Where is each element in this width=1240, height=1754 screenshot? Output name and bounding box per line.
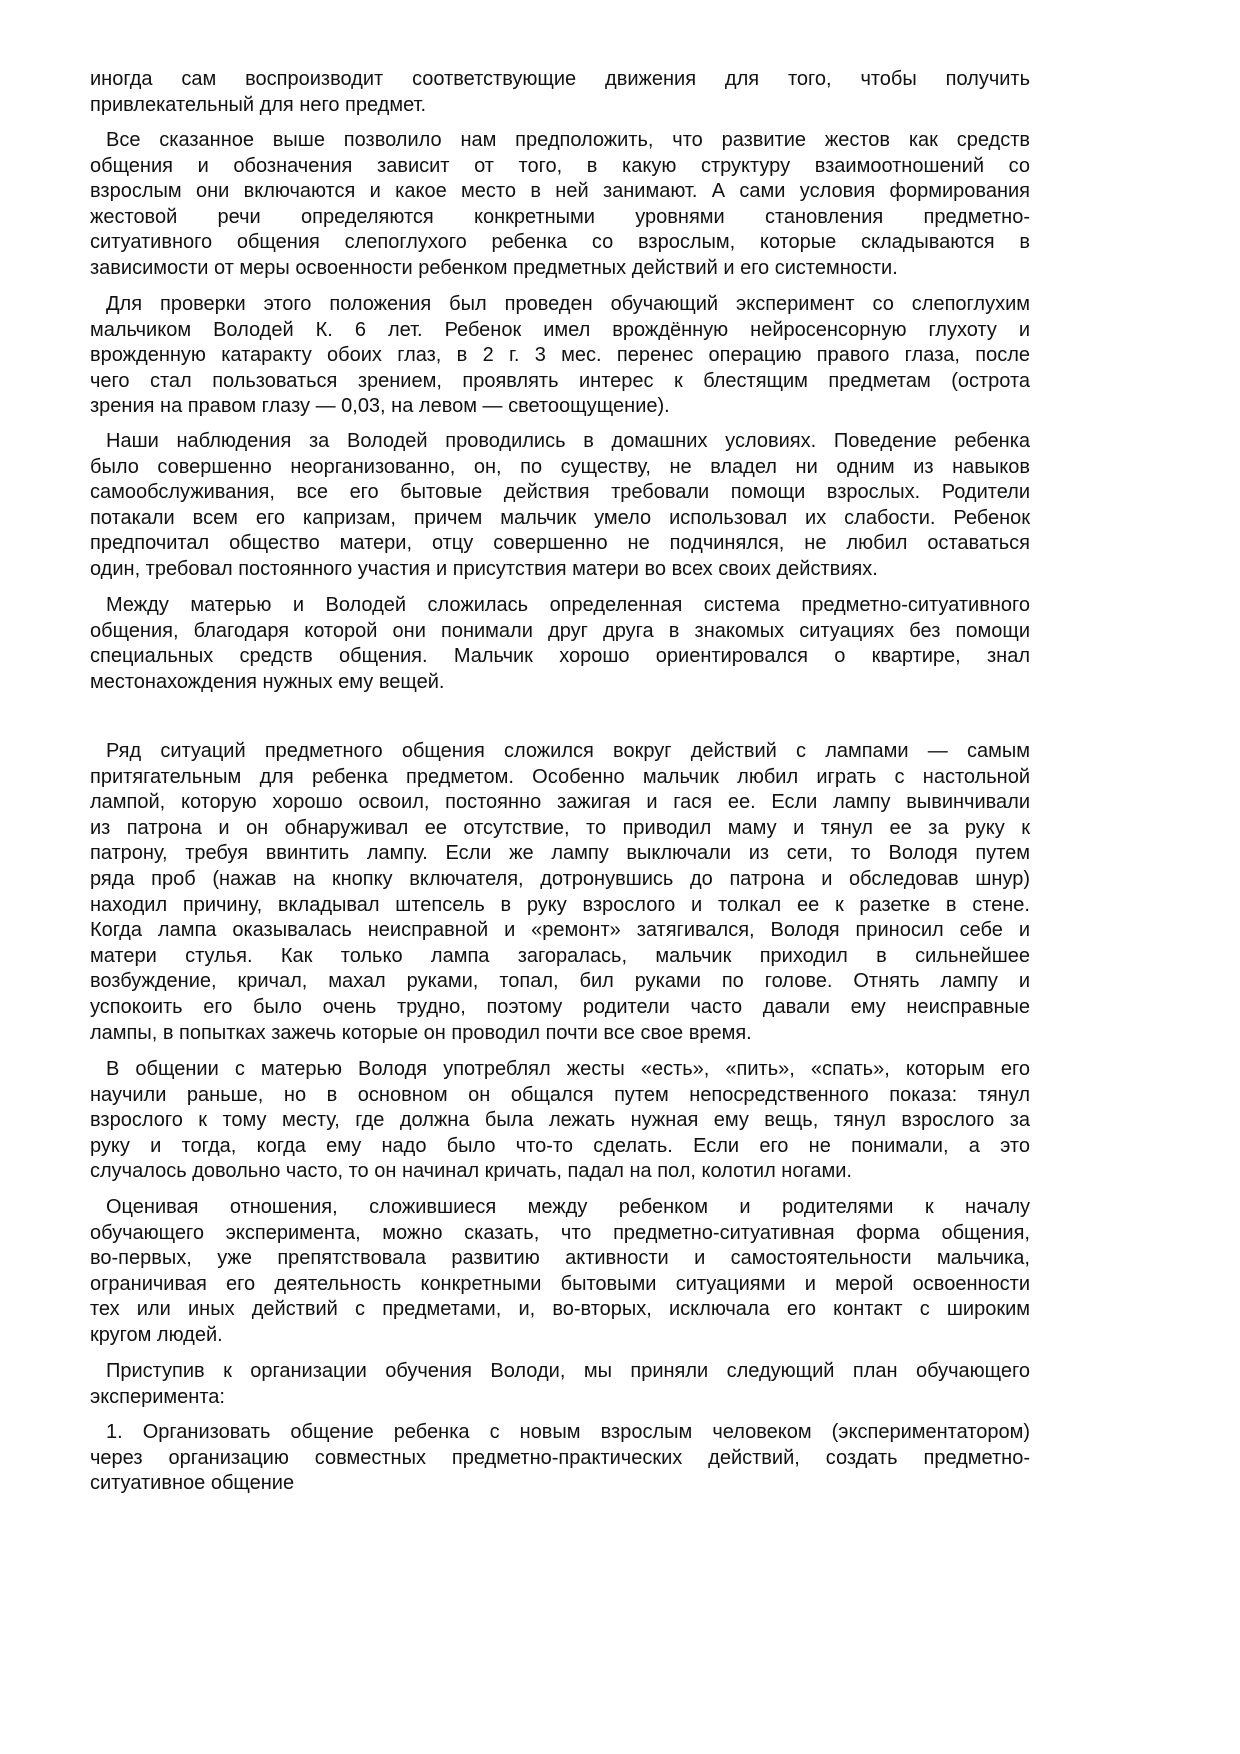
text-line: предпочитал общество матери, отцу совершенно не подчинялся, не любил оставаться (90, 532, 1030, 555)
paragraph (90, 67, 1030, 118)
text-line: притягательным для ребенка предметом. Особенно мальчик любил играть с настольной (90, 765, 1030, 788)
text-line: Для проверки этого положения был проведен обучающий эксперимент со слепоглухим (106, 293, 1030, 315)
text-line: тех или иных действий с предметами, и, во-вторых, исключала его контакт с широким (90, 1298, 1030, 1321)
text-line: находил причину, вкладывал штепсель в руку взрослого и толкал ее к разетке в стене. (90, 893, 1030, 916)
text-line: возбуждение, кричал, махал руками, топал, бил руками по голове. Отнять лампу и (90, 970, 1030, 993)
text-line: лампы, в попытках зажечь которые он проводил почти все свое время. (90, 1021, 752, 1044)
text-line: из патрона и он обнаруживал ее отсутствие, то приводил маму и тянул ее за руку к (90, 816, 1030, 839)
text-line: Оценивая отношения, сложившиеся между ребенком и родителями к началу (106, 1196, 1030, 1218)
text-line: иногда сам воспроизводит соответствующие движения для того, чтобы получить (90, 68, 1030, 90)
text-line: ситуативного общения слепоглухого ребенка со взрослым, которые складываются в (90, 231, 1030, 254)
text-line: матери стулья. Как только лампа загоралась, мальчик приходил в сильнейшее (90, 944, 1030, 967)
text-line: ограничивая его деятельность конкретными бытовыми ситуациями и мерой освоенности (90, 1272, 1030, 1295)
paragraph (90, 429, 1030, 583)
text-line: было совершенно неорганизованно, он, по существу, не владел ни одним из навыков (90, 455, 1030, 478)
text-line: кругом людей. (90, 1323, 223, 1346)
text-line: через организацию совместных предметно-практических действий, создать предметно- (90, 1446, 1030, 1469)
text-line: зрения на правом глазу — 0,03, на левом — светоощущение). (90, 395, 670, 418)
text-line: научили раньше, но в основном он общался путем непосредственного показа: тянул (90, 1083, 1030, 1106)
text-line: специальных средств общения. Мальчик хорошо ориентировался о квартире, знал (90, 645, 1030, 668)
text-line: общения и обозначения зависит от того, в какую структуру взаимоотношений со (90, 154, 1030, 177)
text-line: лампой, которую хорошо освоил, постоянно зажигая и гася ее. Если лампу вывинчивали (90, 791, 1030, 814)
text-line: взрослым они включаются и какое место в ней занимают. А сами условия формирования (90, 180, 1030, 203)
text-line: 1. Организовать общение ребенка с новым взрослым человеком (экспериментатором) (106, 1421, 1030, 1443)
text-line: потакали всем его капризам, причем мальчик умело использовал их слабости. Ребенок (90, 506, 1030, 529)
text-line: самообслуживания, все его бытовые действия требовали помощи взрослых. Родители (90, 481, 1030, 504)
paragraph (90, 1359, 1030, 1410)
paragraph (90, 1420, 1030, 1497)
text-line: случалось довольно часто, то он начинал кричать, падал на пол, колотил ногами. (90, 1160, 852, 1183)
text-line: во-первых, уже препятствовала развитию активности и самостоятельности мальчика, (90, 1247, 1030, 1270)
text-line: Ряд ситуаций предметного общения сложился вокруг действий с лампами — самым (106, 740, 1030, 762)
paragraph (90, 593, 1030, 695)
text-line: врожденную катаракту обоих глаз, в 2 г. 3 мес. перенес операцию правого глаза, после (90, 344, 1030, 367)
paragraph (90, 739, 1030, 1046)
text-line: общения, благодаря которой они понимали друг друга в знакомых ситуациях без помощи (90, 619, 1030, 642)
text-line: успокоить его было очень трудно, поэтому родители часто давали ему неисправные (90, 995, 1030, 1018)
text-line: один, требовал постоянного участия и присутствия матери во всех своих действиях. (90, 557, 878, 580)
text-line: привлекательный для него предмет. (90, 93, 427, 116)
paragraph (90, 128, 1030, 282)
text-line: ряда проб (нажав на кнопку включателя, дотронувшись до патрона и обследовав шнур) (90, 867, 1030, 890)
text-line: Все сказанное выше позволило нам предположить, что развитие жестов как средств (106, 129, 1030, 151)
text-line: Когда лампа оказывалась неисправной и «ремонт» затягивался, Володя приносил себе и (90, 919, 1030, 942)
text-line: Наши наблюдения за Володей проводились в домашних условиях. Поведение ребенка (106, 430, 1030, 452)
text-line: жестовой речи определяются конкретными уровнями становления предметно- (90, 205, 1030, 228)
text-line: Приступив к организации обучения Володи, мы приняли следующий план обучающего (106, 1360, 1030, 1382)
text-line: Между матерью и Володей сложилась определенная система предметно-ситуативного (106, 594, 1030, 616)
text-line: взрослого к тому месту, где должна была лежать нужная ему вещь, тянул взрослого за (90, 1109, 1030, 1132)
paragraph (90, 1057, 1030, 1185)
text-line: патрону, требуя ввинтить лампу. Если же лампу выключали из сети, то Володя путем (90, 842, 1030, 865)
text-line: местонахождения нужных ему вещей. (90, 670, 445, 693)
text-line: ситуативное общение (90, 1472, 295, 1495)
text-line: руку и тогда, когда ему надо было что-то сделать. Если его не понимали, а это (90, 1134, 1030, 1157)
text-line: обучающего эксперимента, можно сказать, что предметно-ситуативная форма общения, (90, 1221, 1030, 1244)
text-line: эксперимента: (90, 1385, 225, 1408)
paragraph (90, 1195, 1030, 1349)
paragraph (90, 292, 1030, 420)
text-line: зависимости от меры освоенности ребенком предметных действий и его системности. (90, 256, 898, 279)
text-line: чего стал пользоваться зрением, проявлять интерес к блестящим предметам (острота (90, 369, 1030, 392)
text-line: мальчиком Володей К. 6 лет. Ребенок имел врождённую нейросенсорную глухоту и (90, 318, 1030, 341)
text-line: В общении с матерью Володя употреблял жесты «есть», «пить», «спать», которым его (106, 1058, 1030, 1080)
